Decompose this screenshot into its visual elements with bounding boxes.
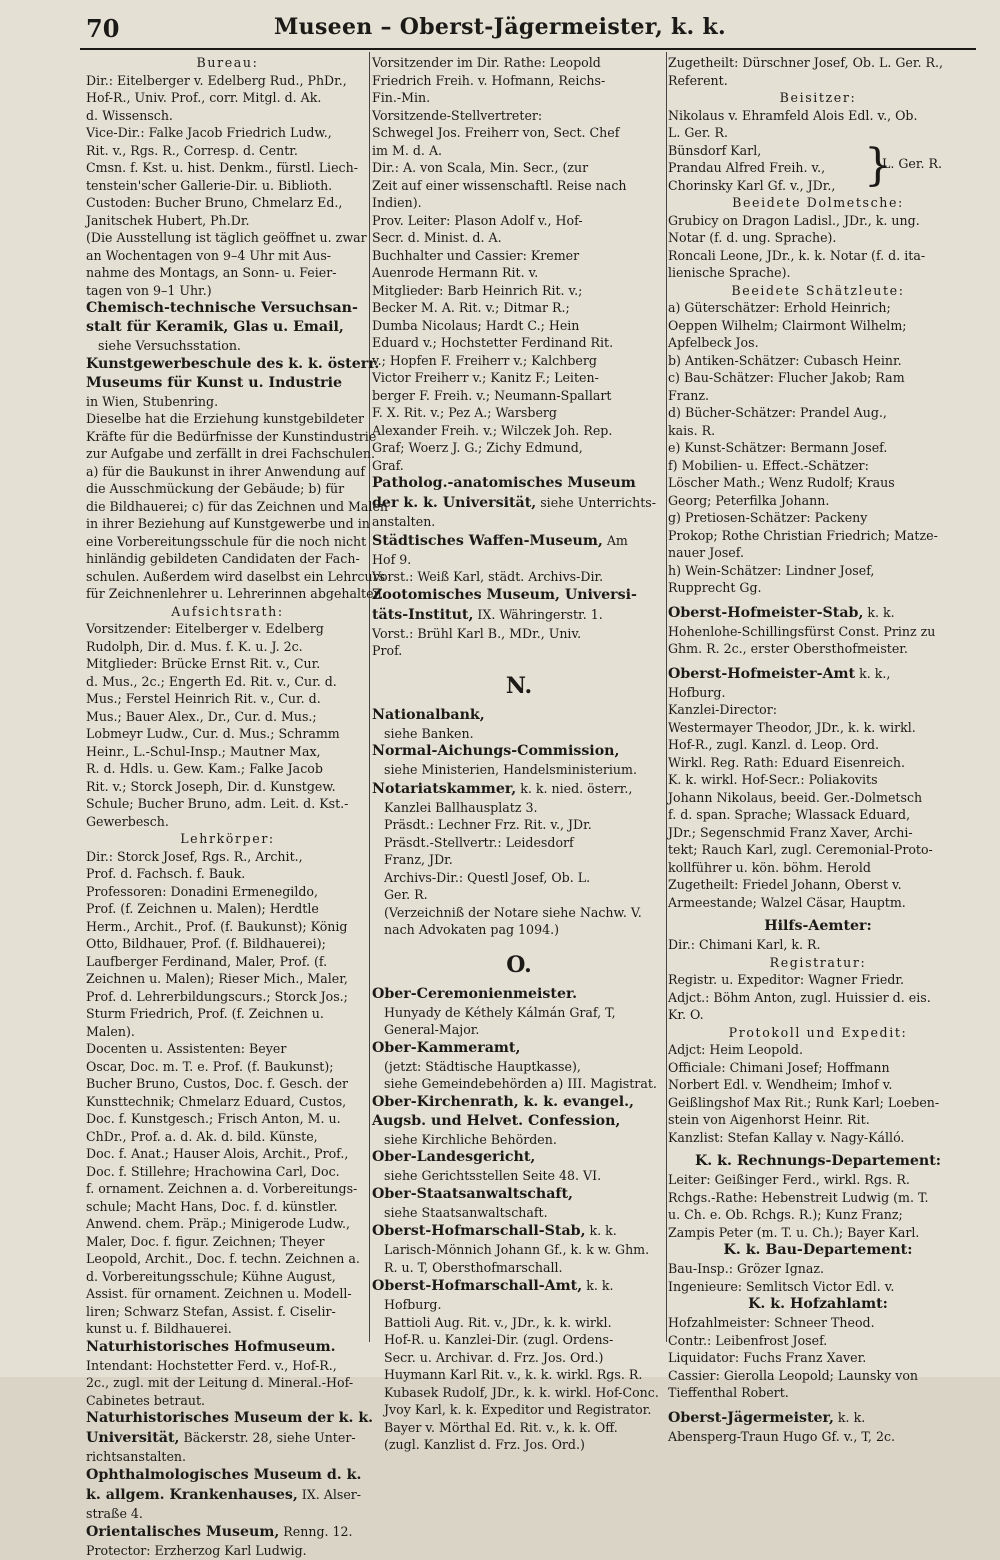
- ober-ceremonienmeister-entries: [372, 1004, 666, 1039]
- normal-aichungs-entries: [372, 761, 666, 779]
- entry-line: Officiale: Chimani Josef; Hoffmann: [668, 1059, 890, 1075]
- entry-line: Doc. f. Anat.; Hauser Alois, Archit., Prof.,: [86, 1146, 349, 1161]
- entry-line: Mus.; Bauer Alex., Dr., Cur. d. Mus.;: [86, 708, 317, 724]
- entry-line: Franz.: [668, 387, 710, 403]
- entry-line: Professoren: Donadini Ermenegildo,: [86, 883, 318, 899]
- entry-line: Herm., Archit., Prof. (f. Baukunst); König: [86, 918, 348, 934]
- nationalbank-heading: Nationalbank,: [372, 706, 485, 723]
- entry-line: siehe Gemeindebehörden a) III. Magistrat.: [384, 1076, 657, 1091]
- entry-line: Adjct.: Böhm Anton, zugl. Huissier d. eis.: [668, 989, 931, 1005]
- beisitzer-entries: [668, 107, 968, 142]
- naturhist-hofmuseum-heading: Naturhistorisches Hofmuseum.: [86, 1338, 336, 1355]
- entry-line: siehe Gerichtsstellen Seite 48. VI.: [384, 1168, 602, 1183]
- entry-line: Ger. R.: [384, 887, 428, 902]
- entry-line: hinländig gebildeten Candidaten der Fach-: [86, 551, 360, 566]
- oriental-museum-entries: [86, 1542, 369, 1560]
- dolmetsche-heading: Beeidete Dolmetsche:: [732, 195, 904, 210]
- entry-line: d. Wissensch.: [86, 107, 173, 123]
- entry-line: Kanzlei Ballhausplatz 3.: [384, 799, 538, 815]
- entry-line: v.; Hopfen F. Freiherr v.; Kalchberg: [372, 352, 597, 368]
- entry-line: Mus.; Ferstel Heinrich Rit. v., Cur. d.: [86, 691, 321, 706]
- entry-line: d. Vorbereitungsschule; Kühne August,: [86, 1268, 336, 1284]
- entry-line: Mitglieder: Barb Heinrich Rit. v.;: [372, 282, 583, 298]
- entry-line: Dir.: Storck Josef, Rgs. R., Archit.,: [86, 848, 303, 864]
- bureau-entries: [86, 72, 369, 300]
- entry-line: Custoden: Bucher Bruno, Chmelarz Ed.,: [86, 195, 343, 210]
- beisitzer-heading: Beisitzer:: [779, 90, 857, 105]
- oriental-museum-heading: Orientalisches Museum, Renng. 12.: [86, 1524, 353, 1540]
- zootom-museum-heading: Zootomisches Museum, Universi- täts-Institut, IX. Währingerstr. 1.: [372, 586, 637, 623]
- entry-line: Secr. d. Minist. d. A.: [372, 230, 502, 245]
- entry-line: e) Kunst-Schätzer: Bermann Josef.: [668, 440, 888, 455]
- oberst-hofmeister-amt-heading: Oberst-Hofmeister-Amt k. k.,: [668, 665, 891, 682]
- oberst-hofmeister-stab-heading: Oberst-Hofmeister-Stab, k. k.: [668, 604, 895, 621]
- header-rule: [80, 48, 976, 50]
- entry-line: Dir.: Eitelberger v. Edelberg Rud., PhDr.,: [86, 72, 347, 88]
- ober-kammeramt-heading: Ober-Kammeramt,: [372, 1039, 521, 1056]
- entry-line: a) für die Baukunst in ihrer Anwendung auf: [86, 463, 365, 479]
- schaetzleute-entries: [668, 299, 968, 597]
- entry-line: Zampis Peter (m. T. u. Ch.); Bayer Karl.: [668, 1224, 920, 1240]
- entry-line: Grubicy on Dragon Ladisl., JDr., k. ung.: [668, 212, 920, 228]
- hilfs-aemter-entries: [668, 936, 968, 954]
- entry-line: Apfelbeck Jos.: [668, 335, 759, 350]
- entry-line: Liquidator: Fuchs Franz Xaver.: [668, 1350, 867, 1365]
- dolmetsche-entries: [668, 212, 968, 282]
- entry-line: die Ausschmückung der Gebäude; b) für: [86, 481, 345, 496]
- entry-line: Bucher Bruno, Custos, Doc. f. Gesch. der: [86, 1076, 349, 1091]
- page-number: 70: [86, 14, 120, 43]
- entry-line: Docenten u. Assistenten: Beyer: [86, 1041, 287, 1056]
- entry-line: Rit. v., Rgs. R., Corresp. d. Centr.: [86, 142, 298, 158]
- lehrkoerper-heading: Lehrkörper:: [180, 831, 275, 846]
- notariatskammer-heading: Notariatskammer, k. k. nied. österr.,: [372, 780, 633, 797]
- entry-line: Westermayer Theodor, JDr., k. k. wirkl.: [668, 719, 916, 735]
- entry-line: Hof-R., Univ. Prof., corr. Mitgl. d. Ak.: [86, 90, 322, 105]
- entry-line: Rudolph, Dir. d. Mus. f. K. u. J. 2c.: [86, 638, 303, 654]
- entry-line: Adjct: Heim Leopold.: [668, 1042, 803, 1057]
- naturhist-museum-universitaet-heading: Naturhistorisches Museum der k. k. Universität, Bäckerstr. 28, siehe Unter-: [86, 1410, 374, 1446]
- entry-line: Prof.: [372, 643, 403, 658]
- oberst-hofmeister-stab-entries: [668, 623, 968, 658]
- entry-line: R. d. Hdls. u. Gew. Kam.; Falke Jacob: [86, 761, 323, 776]
- entry-line: Kanzlei-Director:: [668, 702, 777, 717]
- entry-line: stein von Aigenhorst Heinr. Rit.: [668, 1112, 870, 1127]
- entry-line: siehe Kirchliche Behörden.: [384, 1131, 557, 1147]
- entry-line: kunst u. f. Bildhauerei.: [86, 1321, 232, 1336]
- brace-label: L. Ger. R.: [882, 155, 943, 171]
- nationalbank-entries: [372, 725, 666, 743]
- landesgericht-entries: [668, 54, 968, 89]
- entry-line: Armeestande; Walzel Cäsar, Hauptm.: [668, 894, 906, 910]
- entry-line: Hof 9.: [372, 551, 412, 567]
- oberst-hofmeister-amt-entries: [668, 684, 968, 912]
- entry-line: Kubasek Rudolf, JDr., k. k. wirkl. Hof-Conc.: [384, 1384, 659, 1400]
- zootom-museum-entries: [372, 625, 666, 660]
- entry-line: Referent.: [668, 72, 728, 88]
- entry-line: Secr. u. Archivar. d. Frz. Jos. Ord.): [384, 1349, 604, 1365]
- entry-line: Janitschek Hubert, Ph.Dr.: [86, 212, 250, 228]
- running-title: Museen – Oberst-Jägermeister, k. k.: [274, 14, 726, 40]
- column-middle: [372, 54, 666, 1454]
- registratur-entries: [668, 971, 968, 1024]
- registratur-heading: Registratur:: [769, 954, 867, 970]
- oberst-jaegermeister-heading: Oberst-Jägermeister, k. k.: [668, 1409, 866, 1426]
- aufsichtsrath-heading: Aufsichtsrath:: [171, 603, 284, 619]
- oberst-hofmarschall-amt-heading: Oberst-Hofmarschall-Amt, k. k.: [372, 1278, 614, 1294]
- entry-line: Cabinetes betraut.: [86, 1392, 206, 1408]
- ophthalmolog-museum-entries: [86, 1505, 369, 1523]
- entry-line: Archivs-Dir.: Questl Josef, Ob. L.: [384, 869, 591, 885]
- entry-line: Präsdt.: Lechner Frz. Rit. v., JDr.: [384, 817, 592, 832]
- oberst-hofmarschall-stab-entries: [372, 1241, 666, 1276]
- ober-staatsanwaltschaft-entries: [372, 1204, 666, 1222]
- entry-line: Heinr., L.-Schul-Insp.; Mautner Max,: [86, 743, 321, 759]
- entry-line: Schwegel Jos. Freiherr von, Sect. Chef: [372, 125, 620, 140]
- entry-line: Rupprecht Gg.: [668, 580, 762, 595]
- entry-line: Eduard v.; Hochstetter Ferdinand Rit.: [372, 335, 614, 350]
- rechnungs-departement-entries: [668, 1171, 968, 1241]
- entry-line: Leiter: Geißinger Ferd., wirkl. Rgs. R.: [668, 1172, 910, 1187]
- entry-line: Larisch-Mönnich Johann Gf., k. k w. Ghm.: [384, 1242, 650, 1257]
- bau-departement-heading: K. k. Bau-Departement:: [723, 1242, 913, 1258]
- entry-line: Leopold, Archit., Doc. f. techn. Zeichnen a.: [86, 1251, 360, 1266]
- patholog-museum-heading: Patholog.-anatomisches Museum der k. k. Universität, siehe Unterrichts-: [372, 475, 656, 511]
- entry-line: Dumba Nicolaus; Hardt C.; Hein: [372, 317, 580, 333]
- hofzahlamt-entries: [668, 1314, 968, 1402]
- entry-line: kais. R.: [668, 422, 716, 438]
- kunstgewerbeschule-heading: Kunstgewerbeschule des k. k. österr. Museums für Kunst u. Industrie: [86, 355, 380, 391]
- column-divider-right: [666, 52, 667, 1342]
- entry-line: Huymann Karl Rit. v., k. k. wirkl. Rgs. R.: [384, 1367, 643, 1382]
- entry-line: zur Aufgabe und zerfällt in drei Fachschulen.: [86, 446, 376, 461]
- entry-line: u. Ch. e. Ob. Rchgs. R.); Kunz Franz;: [668, 1207, 903, 1222]
- entry-line: tagen von 9–1 Uhr.): [86, 282, 212, 298]
- entry-line: c) Bau-Schätzer: Flucher Jakob; Ram: [668, 370, 905, 385]
- entry-line: Graf.: [372, 457, 404, 473]
- waffen-museum-entries: [372, 551, 666, 586]
- entry-line: Oeppen Wilhelm; Clairmont Wilhelm;: [668, 317, 907, 333]
- entry-line: Kunsttechnik; Chmelarz Eduard, Custos,: [86, 1093, 347, 1109]
- entry-line: Contr.: Leibenfrost Josef.: [668, 1332, 828, 1348]
- entry-line: Franz, JDr.: [384, 852, 453, 867]
- entry-line: Johann Nikolaus, beeid. Ger.-Dolmetsch: [668, 789, 923, 805]
- entry-line: h) Wein-Schätzer: Lindner Josef,: [668, 562, 875, 578]
- entry-line: d. Mus., 2c.; Engerth Ed. Rit. v., Cur. d.: [86, 673, 337, 689]
- entry-line: Ingenieure: Semlitsch Victor Edl. v.: [668, 1278, 895, 1294]
- rechnungs-departement-heading: K. k. Rechnungs-Departement:: [694, 1153, 942, 1169]
- entry-line: (Verzeichniß der Notare siehe Nachw. V.: [384, 904, 642, 920]
- entry-line: (Die Ausstellung ist täglich geöffnet u. zwar: [86, 230, 367, 245]
- entry-line: Doc. f. Kunstgesch.; Frisch Anton, M. u.: [86, 1111, 341, 1126]
- column-right: [668, 54, 968, 1445]
- beisitzer-brace-group: [668, 139, 968, 195]
- entry-line: an Wochentagen von 9–4 Uhr mit Aus-: [86, 247, 332, 263]
- entry-line: siehe Banken.: [384, 725, 474, 741]
- entry-line: Ghm. R. 2c., erster Obersthofmeister.: [668, 641, 908, 656]
- aufsichtsrath-entries: [86, 620, 369, 830]
- notariatskammer-entries: [372, 799, 666, 939]
- entry-line: siehe Staatsanwaltschaft.: [384, 1204, 548, 1220]
- entry-line: Rit. v.; Storck Joseph, Dir. d. Kunstgew.: [86, 778, 336, 794]
- entry-line: f. ornament. Zeichnen a. d. Vorbereitungs-: [86, 1181, 358, 1196]
- entry-line: Prof. d. Fachsch. f. Bauk.: [86, 866, 246, 881]
- hilfs-aemter-heading: Hilfs-Aemter:: [764, 918, 872, 934]
- entry-line: Nikolaus v. Ehramfeld Alois Edl. v., Ob.: [668, 107, 918, 123]
- entry-line: F. X. Rit. v.; Pez A.; Warsberg: [372, 405, 557, 420]
- entry-line: L. Ger. R.: [668, 125, 729, 140]
- entry-line: Bünsdorf Karl,: [668, 142, 762, 158]
- entry-line: liren; Schwarz Stefan, Assist. f. Ciselir-: [86, 1303, 336, 1319]
- chem-versuchsanstalt-heading: Chemisch-technische Versuchsan- stalt für Keramik, Glas u. Email,: [86, 300, 358, 335]
- entry-line: Becker M. A. Rit. v.; Ditmar R.;: [372, 300, 570, 315]
- page-header: [0, 14, 1000, 48]
- lehrkoerper-entries: [86, 848, 369, 1338]
- chem-versuchsanstalt-note: siehe Versuchsstation.: [98, 338, 241, 353]
- entry-line: Kr. O.: [668, 1007, 704, 1022]
- entry-line: JDr.; Segenschmid Franz Xaver, Archi-: [668, 824, 913, 840]
- entry-line: Indien).: [372, 195, 422, 210]
- entry-line: Abensperg-Traun Hugo Gf. v., T, 2c.: [668, 1428, 896, 1444]
- naturhist-museum-universitaet-entries: [86, 1448, 369, 1466]
- entry-line: anstalten.: [372, 514, 436, 529]
- entry-line: f) Mobilien- u. Effect.-Schätzer:: [668, 457, 869, 473]
- entry-line: Prof. (f. Zeichnen u. Malen); Herdtle: [86, 901, 319, 916]
- entry-line: Laufberger Ferdinand, Maler, Prof. (f.: [86, 953, 328, 969]
- entry-line: Prov. Leiter: Plason Adolf v., Hof-: [372, 212, 583, 228]
- entry-line: Friedrich Freih. v. Hofmann, Reichs-: [372, 72, 606, 88]
- entry-line: Zeit auf einer wissenschaftl. Reise nach: [372, 177, 627, 193]
- entry-line: Dieselbe hat die Erziehung kunstgebildeter: [86, 411, 365, 426]
- entry-line: Zugetheilt: Dürschner Josef, Ob. L. Ger. R.,: [668, 55, 943, 70]
- bau-departement-entries: [668, 1260, 968, 1295]
- entry-line: eine Vorbereitungsschule für die noch nicht: [86, 533, 367, 549]
- entry-line: Geißlingshof Max Rit.; Runk Karl; Loeben-: [668, 1094, 940, 1110]
- ober-staatsanwaltschaft-heading: Ober-Staatsanwaltschaft,: [372, 1185, 573, 1202]
- entry-line: Kanzlist: Stefan Kallay v. Nagy-Kálló.: [668, 1129, 905, 1145]
- entry-line: Bau-Insp.: Grözer Ignaz.: [668, 1261, 825, 1276]
- entry-line: Victor Freiherr v.; Kanitz F.; Leiten-: [372, 370, 599, 385]
- ober-landesgericht-entries: [372, 1167, 666, 1185]
- entry-line: g) Pretiosen-Schätzer: Packeny: [668, 510, 868, 525]
- oberst-hofmarschall-amt-entries: [372, 1296, 666, 1454]
- entry-line: richtsanstalten.: [86, 1449, 187, 1464]
- entry-line: Protector: Erzherzog Karl Ludwig.: [86, 1543, 307, 1558]
- entry-line: für Zeichnenlehrer u. Lehrerinnen abgehalten.: [86, 586, 386, 601]
- entry-line: Sturm Friedrich, Prof. (f. Zeichnen u.: [86, 1006, 324, 1021]
- entry-line: im M. d. A.: [372, 142, 443, 158]
- entry-line: Vorst.: Brühl Karl B., MDr., Univ.: [372, 625, 582, 641]
- entry-line: straße 4.: [86, 1505, 143, 1521]
- naturhist-hofmuseum-entries: [86, 1357, 369, 1410]
- entry-line: Mitglieder: Brücke Ernst Rit. v., Cur.: [86, 656, 321, 671]
- entry-line: (zugl. Kanzlist d. Frz. Jos. Ord.): [384, 1437, 585, 1452]
- entry-line: Dir.: A. von Scala, Min. Secr., (zur: [372, 160, 589, 175]
- entry-line: Chorinsky Karl Gf. v., JDr.,: [668, 177, 836, 193]
- entry-line: b) Antiken-Schätzer: Cubasch Heinr.: [668, 352, 902, 368]
- entry-line: Vorsitzende-Stellvertreter:: [372, 107, 543, 123]
- ober-landesgericht-heading: Ober-Landesgericht,: [372, 1149, 536, 1165]
- entry-line: Vorst.: Weiß Karl, städt. Archivs-Dir.: [372, 569, 604, 584]
- entry-line: K. k. wirkl. Hof-Secr.: Poliakovits: [668, 772, 878, 787]
- entry-line: Cmsn. f. Kst. u. hist. Denkm., fürstl. Liech-: [86, 160, 358, 175]
- entry-line: Alexander Freih. v.; Wilczek Joh. Rep.: [372, 422, 613, 438]
- entry-line: Vorsitzender im Dir. Rathe: Leopold: [372, 55, 601, 70]
- entry-line: a) Güterschätzer: Erhold Heinrich;: [668, 300, 891, 315]
- entry-line: Otto, Bildhauer, Prof. (f. Bildhauerei);: [86, 936, 326, 951]
- entry-line: siehe Ministerien, Handelsministerium.: [384, 762, 637, 777]
- entry-line: Malen).: [86, 1023, 135, 1039]
- entry-line: Hofzahlmeister: Schneer Theod.: [668, 1315, 875, 1330]
- entry-line: Intendant: Hochstetter Ferd. v., Hof-R.,: [86, 1357, 337, 1373]
- entry-line: Georg; Peterfilka Johann.: [668, 492, 830, 508]
- entry-line: berger F. Freih. v.; Neumann-Spallart: [372, 387, 612, 403]
- bureau-heading: Bureau:: [196, 55, 259, 70]
- entry-line: Norbert Edl. v. Wendheim; Imhof v.: [668, 1077, 893, 1092]
- entry-line: Prokop; Rothe Christian Friedrich; Matze-: [668, 527, 938, 543]
- entry-line: schule; Macht Hans, Doc. f. d. künstler.: [86, 1198, 338, 1214]
- entry-line: Tieffenthal Robert.: [668, 1385, 789, 1400]
- section-letter-n: N.: [505, 672, 533, 699]
- entry-line: Gewerbesch.: [86, 813, 169, 829]
- entry-line: Lobmeyr Ludw., Cur. d. Mus.; Schramm: [86, 726, 340, 741]
- entry-line: Anwend. chem. Präp.; Minigerode Ludw.,: [86, 1216, 351, 1231]
- ober-kirchenrath-heading: Ober-Kirchenrath, k. k. evangel., Augsb. und Helvet. Confession,: [372, 1093, 634, 1129]
- entry-line: 2c., zugl. mit der Leitung d. Mineral.-Hof-: [86, 1375, 354, 1390]
- normal-aichungs-heading: Normal-Aichungs-Commission,: [372, 743, 620, 759]
- entry-line: Prandau Alfred Freih. v.,: [668, 160, 826, 175]
- entry-line: Assist. für ornament. Zeichnen u. Modell-: [86, 1286, 352, 1301]
- ober-kirchenrath-entries: [372, 1131, 666, 1149]
- entry-line: nach Advokaten pag 1094.): [384, 922, 560, 937]
- ophthalmolog-museum-heading: Ophthalmologisches Museum d. k. k. allgem. Krankenhauses, IX. Alser-: [86, 1466, 362, 1503]
- entry-line: d) Bücher-Schätzer: Prandel Aug.,: [668, 405, 887, 420]
- entry-line: Battioli Aug. Rit. v., JDr., k. k. wirkl.: [384, 1314, 612, 1330]
- entry-line: Auenrode Hermann Rit. v.: [372, 265, 539, 280]
- protokoll-heading: Protokoll und Expedit:: [728, 1024, 908, 1040]
- entry-line: Löscher Math.; Wenz Rudolf; Kraus: [668, 475, 895, 490]
- entry-line: Maler, Doc. f. figur. Zeichnen; Theyer: [86, 1233, 325, 1249]
- entry-line: Oscar, Doc. m. T. e. Prof. (f. Baukunst);: [86, 1058, 334, 1074]
- hofzahlamt-heading: K. k. Hofzahlamt:: [748, 1296, 888, 1312]
- entry-line: General-Major.: [384, 1022, 480, 1037]
- ober-ceremonienmeister-heading: Ober-Ceremonienmeister.: [372, 985, 578, 1002]
- entry-line: Dir.: Chimani Karl, k. R.: [668, 937, 821, 952]
- entry-line: Roncali Leone, JDr., k. k. Notar (f. d. ita-: [668, 247, 926, 263]
- entry-line: Präsdt.-Stellvertr.: Leidesdorf: [384, 834, 574, 850]
- oberst-hofmarschall-stab-heading: Oberst-Hofmarschall-Stab, k. k.: [372, 1223, 617, 1239]
- protokoll-entries: [668, 1041, 968, 1146]
- entry-line: Notar (f. d. ung. Sprache).: [668, 230, 837, 245]
- entry-line: Zeichnen u. Malen); Rieser Mich., Maler,: [86, 971, 348, 986]
- entry-line: Rchgs.-Rathe: Hebenstreit Ludwig (m. T.: [668, 1189, 929, 1205]
- handelsmuseum-entries: [372, 54, 666, 474]
- entry-line: in ihrer Beziehung auf Kunstgewerbe und in: [86, 516, 370, 531]
- entry-line: Jvoy Karl, k. k. Expeditor und Registrator.: [384, 1402, 652, 1417]
- entry-line: Cassier: Gierolla Leopold; Launsky von: [668, 1367, 919, 1383]
- entry-line: Hofburg.: [668, 684, 726, 700]
- entry-line: schulen. Außerdem wird daselbst ein Lehrcurs: [86, 568, 386, 584]
- entry-line: Graf; Woerz J. G.; Zichy Edmund,: [372, 440, 583, 455]
- oberst-jaegermeister-entries: [668, 1428, 968, 1446]
- entry-line: tenstein'scher Gallerie-Dir. u. Biblioth.: [86, 177, 333, 193]
- schaetzleute-heading: Beeidete Schätzleute:: [731, 282, 905, 298]
- entry-line: Bayer v. Mörthal Ed. Rit. v., k. k. Off.: [384, 1419, 618, 1435]
- entry-line: lienische Sprache).: [668, 265, 791, 280]
- entry-line: Fin.-Min.: [372, 90, 431, 105]
- entry-line: Kräfte für die Bedürfnisse der Kunstindustrie: [86, 428, 377, 444]
- entry-line: f. d. span. Sprache; Wlassack Eduard,: [668, 807, 911, 822]
- entry-line: Zugetheilt: Friedel Johann, Oberst v.: [668, 877, 902, 892]
- entry-line: Buchhalter und Cassier: Kremer: [372, 247, 580, 263]
- entry-line: Wirkl. Reg. Rath: Eduard Eisenreich.: [668, 754, 906, 770]
- entry-line: Hofburg.: [384, 1297, 442, 1312]
- entry-line: kollführer u. kön. böhm. Herold: [668, 859, 871, 875]
- entry-line: nahme des Montags, an Sonn- u. Feier-: [86, 265, 337, 280]
- entry-line: Hohenlohe-Schillingsfürst Const. Prinz zu: [668, 623, 936, 639]
- section-letter-o: O.: [506, 951, 532, 978]
- entry-line: Doc. f. Stillehre; Hrachowina Carl, Doc.: [86, 1163, 340, 1179]
- entry-line: nauer Josef.: [668, 545, 744, 560]
- entry-line: in Wien, Stubenring.: [86, 393, 219, 409]
- entry-line: tekt; Rauch Karl, zugl. Ceremonial-Proto-: [668, 842, 933, 857]
- column-divider-left: [369, 52, 370, 1342]
- entry-line: (jetzt: Städtische Hauptkasse),: [384, 1058, 581, 1074]
- entry-line: Hof-R. u. Kanzlei-Dir. (zugl. Ordens-: [384, 1332, 614, 1347]
- curly-brace-icon: }: [864, 139, 892, 191]
- entry-line: Vorsitzender: Eitelberger v. Edelberg: [86, 621, 324, 636]
- entry-line: Hunyady de Kéthely Kálmán Graf, T,: [384, 1004, 616, 1020]
- entry-line: ChDr., Prof. a. d. Ak. d. bild. Künste,: [86, 1128, 318, 1144]
- waffen-museum-heading: Städtisches Waffen-Museum, Am: [372, 532, 628, 549]
- entry-line: die Bildhauerei; c) für das Zeichnen und Malen: [86, 498, 389, 514]
- entry-line: Schule; Bucher Bruno, adm. Leit. d. Kst.-: [86, 796, 349, 811]
- ober-kammeramt-entries: [372, 1058, 666, 1093]
- entry-line: Hof-R., zugl. Kanzl. d. Leop. Ord.: [668, 737, 880, 752]
- entry-line: Vice-Dir.: Falke Jacob Friedrich Ludw.,: [86, 125, 332, 140]
- patholog-museum-entries: [372, 513, 666, 531]
- entry-line: Prof. d. Lehrerbildungscurs.; Storck Jos.;: [86, 988, 348, 1004]
- entry-line: R. u. T, Obersthofmarschall.: [384, 1259, 563, 1275]
- entry-line: Registr. u. Expeditor: Wagner Friedr.: [668, 972, 905, 987]
